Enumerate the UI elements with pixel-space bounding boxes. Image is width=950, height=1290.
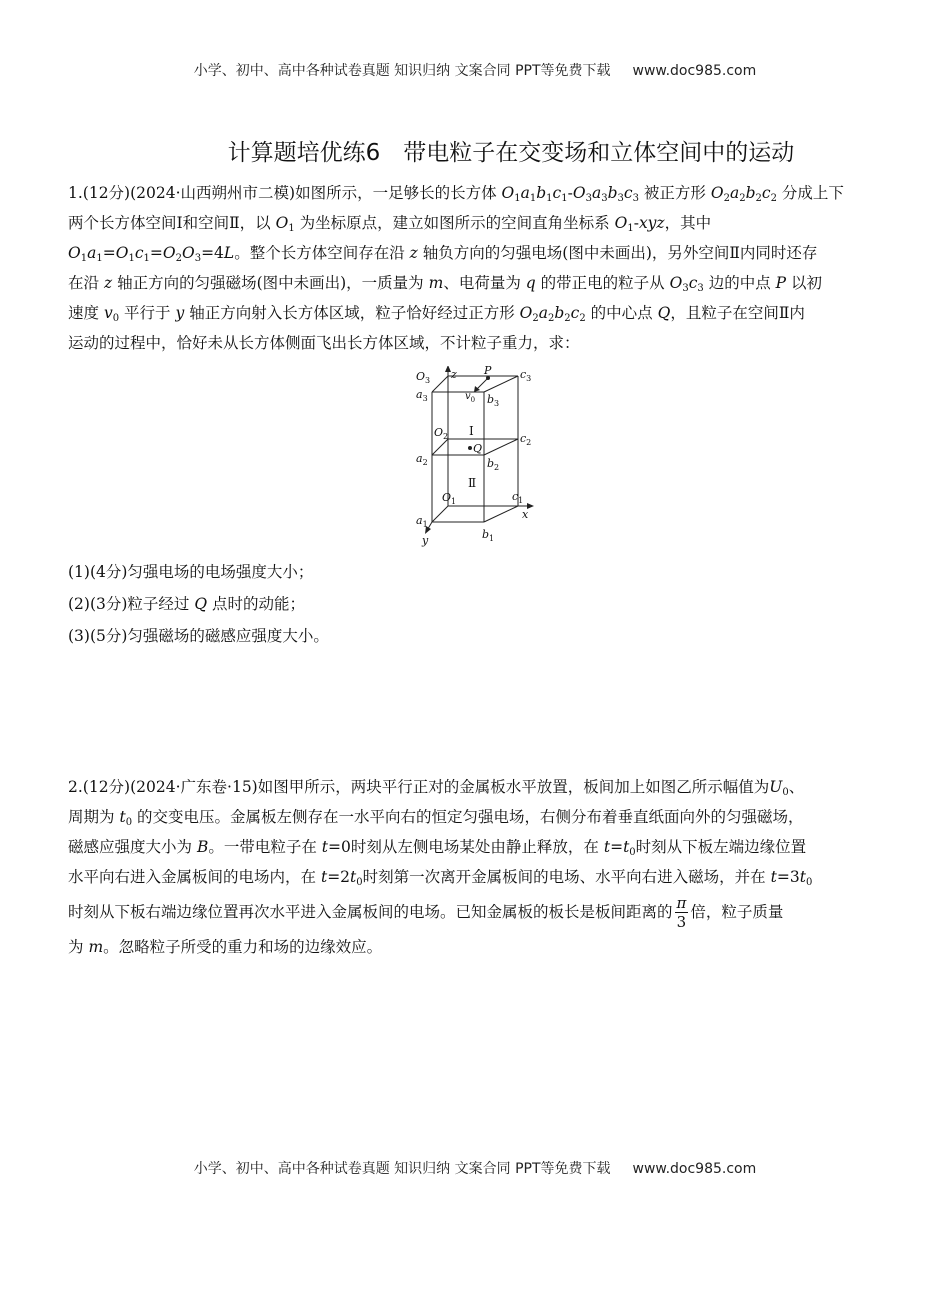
label-c2: $c_2$ — [520, 432, 532, 447]
header-text: 小学、初中、高中各种试卷真题 知识归纳 文案合同 PPT等免费下载 — [193, 63, 611, 79]
label-P: P — [484, 366, 492, 377]
problem-1 — [68, 178, 886, 358]
p2-line-3: 磁感应强度大小为 B。一带电粒子在 t=0时刻从左侧电场某处由静止释放，在 $t=t_0$时刻从下板左端边缘位置 — [68, 838, 807, 858]
label-c1: $c_1$ — [512, 490, 524, 505]
sub-question-2: (2)(3分)粒子经过 Q 点时的动能； — [68, 595, 306, 613]
p2-line-2: 周期为 $t_0$ 的交变电压。金属板左侧存在一水平向右的恒定匀强电场，右侧分布着垂直纸面向外的匀强磁场， — [68, 808, 804, 828]
sub-question-1: (1)(4分)匀强电场的电场强度大小； — [68, 563, 314, 581]
p2-line-1: 2.(12分)(2024·广东卷·15)如图甲所示，两块平行正对的金属板水平放置，板间加上如图乙所示幅值为$U_0$、 — [68, 778, 805, 798]
label-x: x — [522, 508, 529, 521]
page-footer — [0, 1158, 950, 1178]
fraction-pi-over-3: $\frac{\pi}{3}$ — [676, 894, 687, 931]
header-url[interactable]: www.doc985.com — [632, 63, 757, 79]
page-header — [0, 60, 950, 80]
p1-line-3: $O_1a_1=O_1c_1=O_2O_3=4L$。整个长方体空间存在沿 z 轴负方向的匀强电场(图中未画出)，另外空间Ⅱ内同时还存 — [68, 244, 818, 264]
label-O3: $O_3$ — [416, 370, 431, 385]
p1-line-6: 运动的过程中，恰好未从长方体侧面飞出长方体区域，不计粒子重力，求： — [68, 334, 580, 352]
cuboid-figure — [412, 366, 542, 548]
label-a1: $a_1$ — [416, 514, 428, 529]
p2-line-4: 水平向右进入金属板间的电场内，在 $t=2t_0$时刻第一次离开金属板间的电场、水平向右进入磁场，并在 $t=3t_0$ — [68, 868, 813, 888]
v0-arrow — [476, 378, 488, 390]
sub-question-3: (3)(5分)匀强磁场的磁感应强度大小。 — [68, 627, 329, 645]
p1-line-1: 1.(12分)(2024·山西朔州市二模)如图所示，一足够长的长方体 $O_1a_1b_1c_1-O_3a_3b_3c_3$ 被正方形 $O_2a_2b_2c_2$ 分成上下 — [68, 184, 844, 204]
label-region-II: Ⅱ — [468, 476, 477, 490]
label-a3: $a_3$ — [416, 388, 428, 403]
p1-line-4: 在沿 z 轴正方向的匀强磁场(图中未画出)，一质量为 m、电荷量为 q 的带正电的粒子从 $O_3c_3$ 边的中点 P 以初 — [68, 274, 823, 294]
label-b1: $b_1$ — [482, 528, 495, 543]
p2-line-6: 为 m。忽略粒子所受的重力和场的边缘效应。 — [68, 938, 383, 956]
p2-line-5: 时刻从下板右端边缘位置再次水平进入金属板间的电场。已知金属板的板长是板间距离的 $\frac{\pi}{3}$ 倍，粒子质量 — [68, 894, 784, 931]
label-y: y — [422, 534, 429, 547]
page-title: 计算题培优练6 带电粒子在交变场和立体空间中的运动 — [227, 140, 795, 166]
label-c3: $c_3$ — [520, 368, 532, 383]
point-Q — [468, 446, 472, 450]
label-a2: $a_2$ — [416, 452, 428, 467]
label-region-I: Ⅰ — [469, 424, 474, 438]
p1-line-2: 两个长方体空间Ⅰ和空间Ⅱ，以 $O_1$ 为坐标原点，建立如图所示的空间直角坐标系 $O_1$-xyz，其中 — [68, 214, 712, 234]
label-Q: Q — [473, 442, 483, 455]
label-b3: $b_3$ — [487, 393, 500, 408]
label-b2: $b_2$ — [487, 457, 500, 472]
label-O2: $O_2$ — [434, 426, 449, 441]
label-v0: $v_0$ — [465, 391, 476, 404]
problem-2 — [68, 772, 886, 962]
label-z: z — [451, 368, 457, 381]
footer-text: 小学、初中、高中各种试卷真题 知识归纳 文案合同 PPT等免费下载 — [193, 1161, 611, 1177]
footer-url[interactable]: www.doc985.com — [632, 1161, 757, 1177]
p1-line-5: 速度 $v_0$ 平行于 y 轴正方向射入长方体区域，粒子恰好经过正方形 $O_2a_2b_2c_2$ 的中心点 Q，且粒子在空间Ⅱ内 — [68, 304, 805, 324]
label-O1: $O_1$ — [442, 491, 457, 506]
